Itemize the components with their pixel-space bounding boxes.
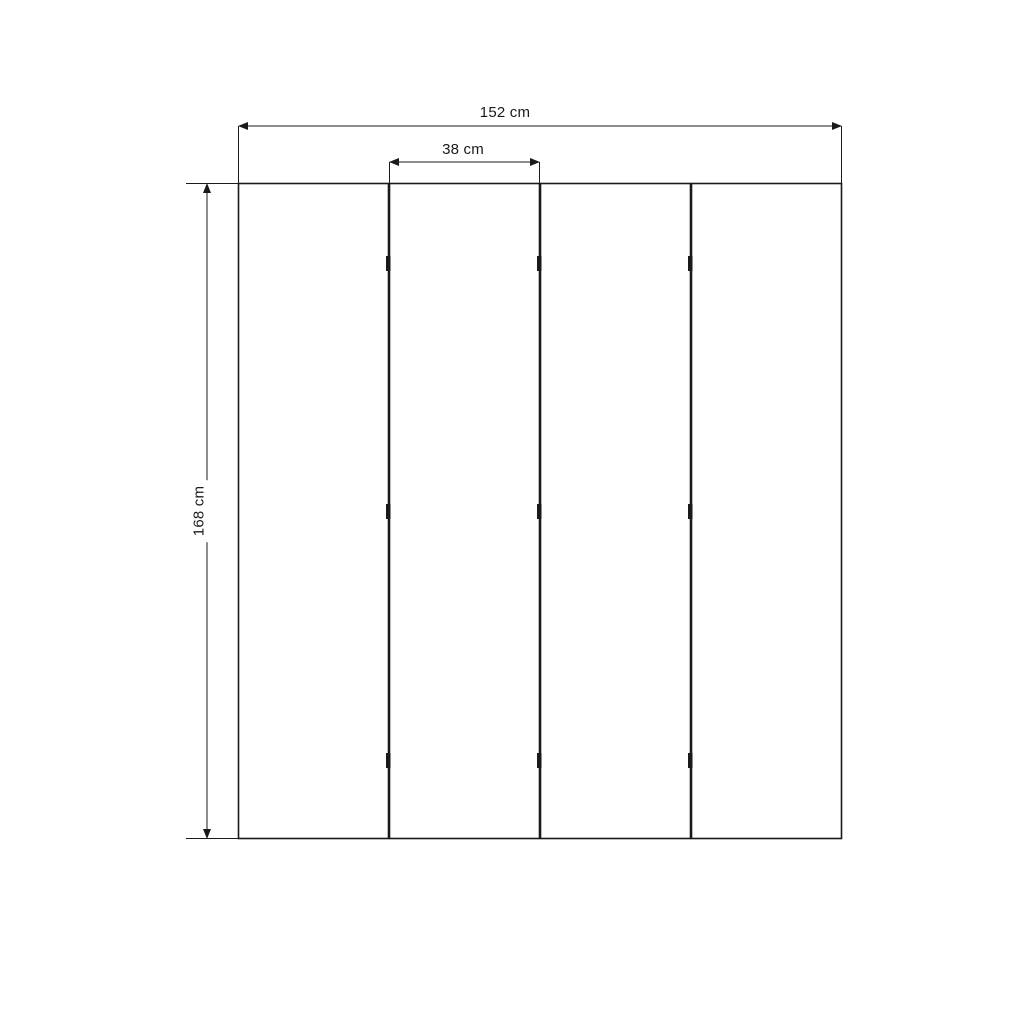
hinge-2-mid-icon [537,504,542,519]
hinge-1-mid-icon [386,504,391,519]
hinge-3-mid-icon [688,504,693,519]
hinge-3-bottom-icon [688,753,693,768]
panel-2 [390,184,540,839]
dimension-label-total-width: 152 cm [474,104,536,121]
dimension-panel-width [390,162,540,186]
hinge-1-top-icon [386,256,391,271]
panel-1 [239,184,389,839]
dimension-label-total-height: 168 cm [191,480,208,542]
dimension-label-panel-width: 38 cm [436,141,490,158]
hinge-2-top-icon [537,256,542,271]
hinge-1-bottom-icon [386,753,391,768]
hinge-2-bottom-icon [537,753,542,768]
panel-3 [541,184,691,839]
hinge-3-top-icon [688,256,693,271]
panel-4 [692,184,842,839]
